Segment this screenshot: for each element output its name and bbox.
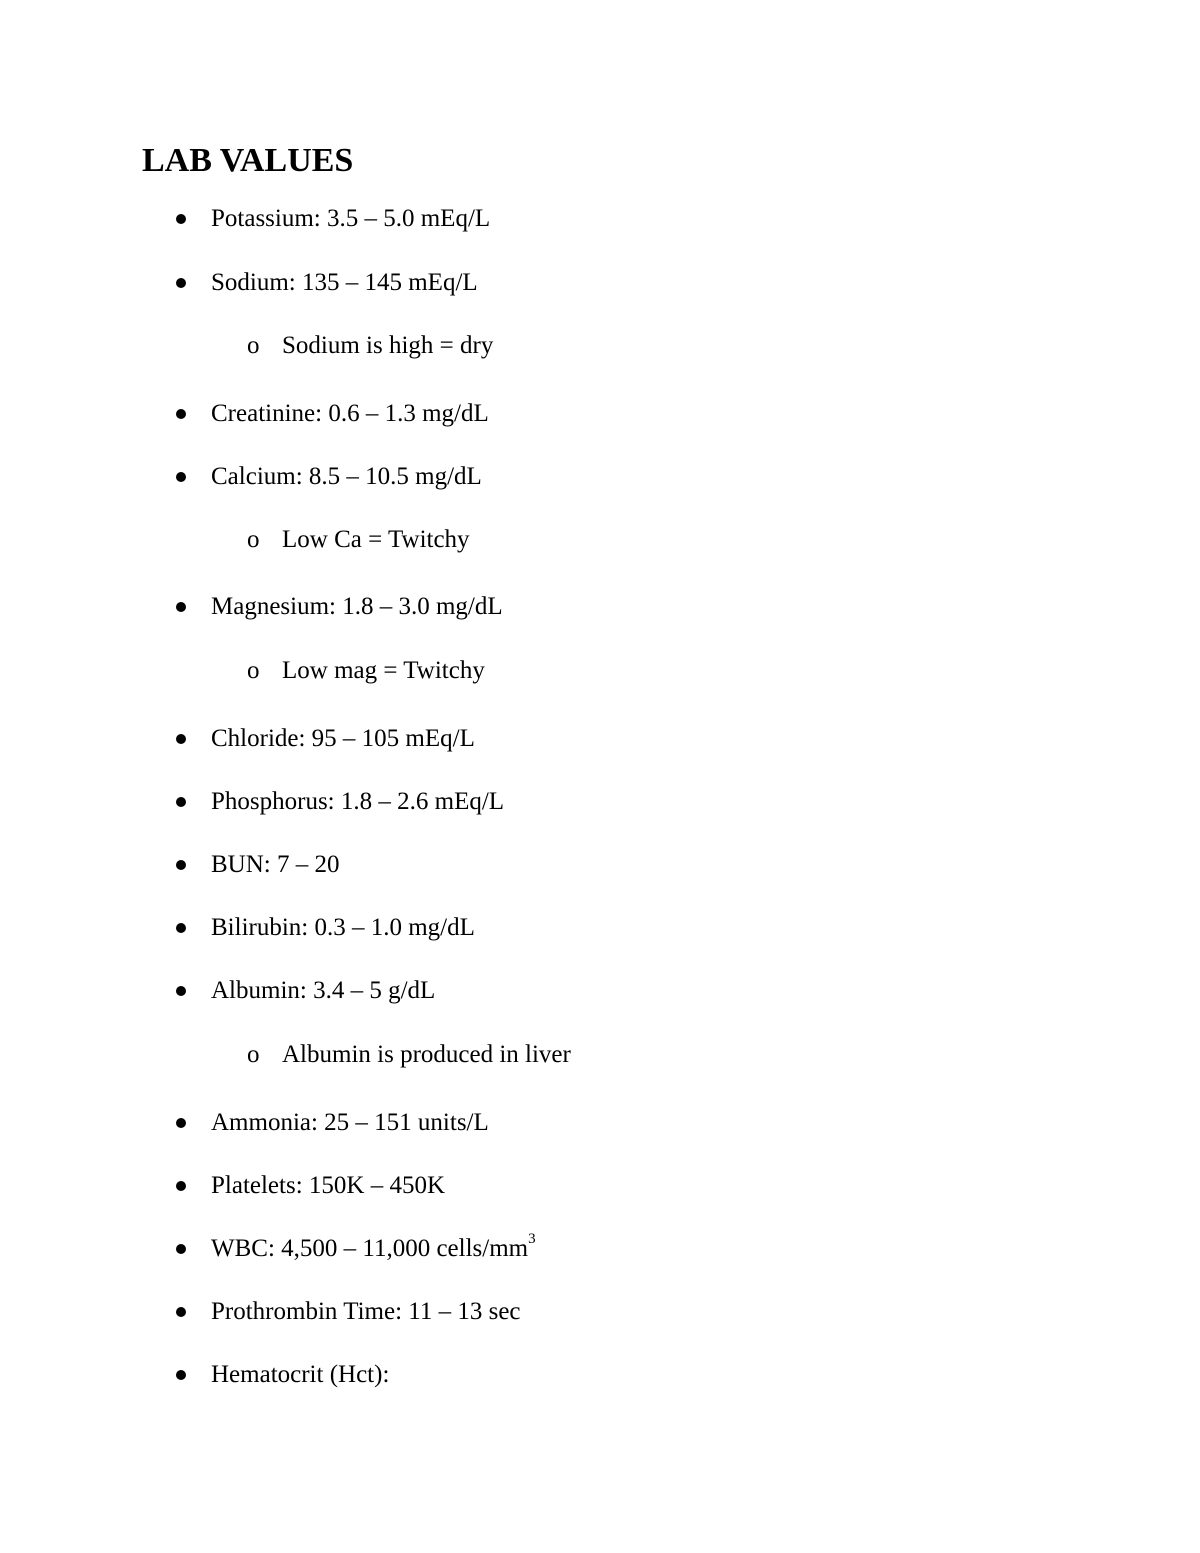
bullet-icon	[176, 797, 186, 807]
hollow-bullet-icon: o	[247, 1041, 260, 1068]
sub-list-item-text: Low Ca = Twitchy	[282, 526, 470, 553]
bullet-icon	[176, 214, 186, 224]
list-item-text: BUN: 7 – 20	[211, 851, 340, 878]
bullet-icon	[176, 278, 186, 288]
list-item-text: Phosphorus: 1.8 – 2.6 mEq/L	[211, 788, 505, 815]
list-item-text: Creatinine: 0.6 – 1.3 mg/dL	[211, 400, 489, 427]
list-item-text: WBC: 4,500 – 11,000 cells/mm	[211, 1235, 529, 1262]
hollow-bullet-icon: o	[247, 332, 260, 359]
bullet-icon	[176, 602, 186, 612]
bullet-icon	[176, 1370, 186, 1380]
bullet-icon	[176, 986, 186, 996]
bullet-icon	[176, 860, 186, 870]
list-item-text: Potassium: 3.5 – 5.0 mEq/L	[211, 205, 491, 232]
bullet-icon	[176, 1118, 186, 1128]
bullet-icon	[176, 1181, 186, 1191]
list-item-text: Hematocrit (Hct):	[211, 1361, 390, 1388]
bullet-icon	[176, 1244, 186, 1254]
list-item-text: Chloride: 95 – 105 mEq/L	[211, 725, 475, 752]
bullet-icon	[176, 734, 186, 744]
list-item-text: Sodium: 135 – 145 mEq/L	[211, 269, 478, 296]
sub-list-item-text: Low mag = Twitchy	[282, 657, 485, 684]
list-item-text: Bilirubin: 0.3 – 1.0 mg/dL	[211, 914, 475, 941]
list-item-text: Albumin: 3.4 – 5 g/dL	[211, 977, 436, 1004]
list-item-text: Platelets: 150K – 450K	[211, 1172, 446, 1199]
page-title: LAB VALUES	[142, 142, 354, 179]
hollow-bullet-icon: o	[247, 657, 260, 684]
list-item-text-wrapper	[211, 1230, 536, 1264]
bullet-icon	[176, 472, 186, 482]
bullet-icon	[176, 923, 186, 933]
list-item-text: Magnesium: 1.8 – 3.0 mg/dL	[211, 593, 503, 620]
superscript: 3	[528, 1230, 536, 1247]
list-item-text: Ammonia: 25 – 151 units/L	[211, 1109, 489, 1136]
hollow-bullet-icon: o	[247, 526, 260, 553]
list-item-text: Calcium: 8.5 – 10.5 mg/dL	[211, 463, 482, 490]
sub-list-item-text: Sodium is high = dry	[282, 332, 494, 359]
list-item-text: Prothrombin Time: 11 – 13 sec	[211, 1298, 521, 1325]
bullet-icon	[176, 1307, 186, 1317]
bullet-icon	[176, 409, 186, 419]
sub-list-item-text: Albumin is produced in liver	[282, 1041, 571, 1068]
